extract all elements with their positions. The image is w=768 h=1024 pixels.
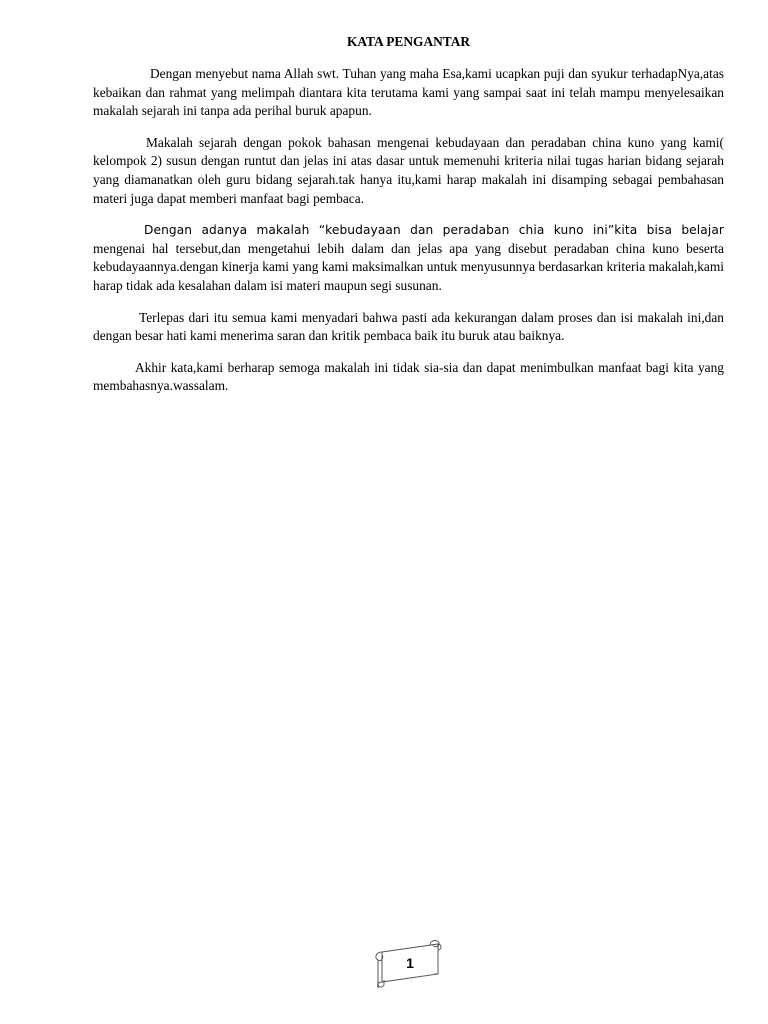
- page-title: KATA PENGANTAR: [346, 34, 471, 49]
- paragraph-apology: Terlepas dari itu semua kami menyadari bahwa pasti ada kekurangan dalam proses dan isi makalah ini,dan dengan besar hati kami menerima saran dan kritik pembaca baik itu buruk atau baiknya.: [93, 309, 724, 344]
- page-number: 1: [406, 955, 414, 971]
- paragraph-opening: Dengan menyebut nama Allah swt. Tuhan yang maha Esa,kami ucapkan puji dan syukur terhadapNya,atas kebaikan dan rahmat yang melimpah diantara kita terutama kami yang sampai saat ini telah mampu menyelesaikan makalah sejarah ini tanpa ada perihal buruk apapun.: [93, 66, 724, 119]
- page-number-scroll: [372, 938, 444, 990]
- paragraph-benefit: [93, 221, 724, 295]
- paragraph-closing: Akhir kata,kami berharap semoga makalah ini tidak sia-sia dan dapat menimbulkan manfaat bagi kita yang membahasnya.wassalam.: [93, 359, 724, 394]
- paragraph-benefit-rest: mengenai hal tersebut,dan mengetahui lebih dalam dan jelas apa yang disebut peradaban china kuno beserta kebudayaannya.dengan kinerja kami yang kami maksimalkan untuk menyusunnya berdasarkan kriteria makalah,kami harap tidak ada kesalahan dalam isi materi maupun segi susunan.: [93, 240, 724, 293]
- document-page: [93, 33, 724, 409]
- paragraph-purpose: Makalah sejarah dengan pokok bahasan mengenai kebudayaan dan peradaban china kuno yang kami( kelompok 2) susun dengan runtut dan jelas ini atas dasar untuk memenuhi kriteria nilai tugas harian bidang sejarah yang diamanatkan oleh guru bidang sejarah.tak hanya itu,kami harap makalah ini disamping sebagai pembahasan materi juga dapat memberi manfaat bagi pembaca.: [93, 134, 724, 206]
- paragraph-benefit-lead: Dengan adanya makalah “kebudayaan dan peradaban chia kuno ini”kita bisa belajar: [144, 223, 724, 238]
